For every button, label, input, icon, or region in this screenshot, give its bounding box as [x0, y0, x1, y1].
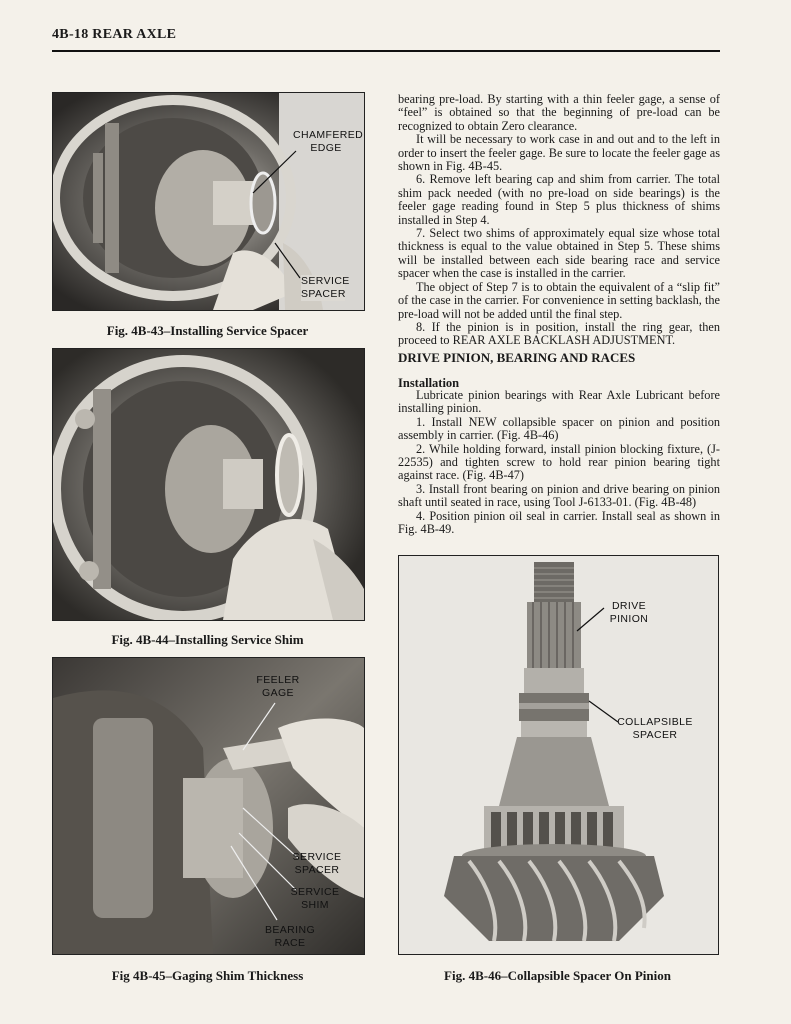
figure-4b-44-photo [52, 348, 365, 621]
subsection-title: Installation [398, 376, 460, 390]
paragraph: The object of Step 7 is to obtain the equivalent of a “slip fit” of the case in the carrier. For convenience in setting backlash, the pre-load will not be added until the final step. [398, 279, 720, 321]
paragraph: It will be necessary to work case in and out and to the left in order to insert the feeler gage. Be sure to locate the feeler gage as shown in Fig. 4B-45. [398, 132, 720, 174]
callout-drive-pinion: DRIVE PINION [609, 600, 649, 625]
paragraph: 6. Remove left bearing cap and shim from carrier. The total shim pack needed (with no pre-load on side bearings) is the feeler gage reading found in Step 5 plus thickness of shims installed in Step 4. [398, 172, 720, 227]
callout-service-spacer: SERVICE SPACER [301, 275, 350, 300]
figure-4b-46-image [399, 556, 718, 954]
paragraph: Lubricate pinion bearings with Rear Axle Lubricant before installing pinion. [398, 388, 720, 416]
figure-4b-43-photo [52, 92, 365, 311]
callout-service-spacer-45: SERVICE SPACER [292, 851, 342, 876]
figure-4b-45-caption: Fig 4B-45–Gaging Shim Thickness [111, 968, 304, 983]
paragraph: 4. Position pinion oil seal in carrier. Install seal as shown in Fig. 4B-49. [398, 508, 720, 537]
callout-feeler-gage: FEELER GAGE [256, 674, 300, 699]
text-install-block [398, 389, 720, 536]
paragraph: 7. Select two shims of approximately equal size whose total thickness is equal to the value obtained in Step 5. These shims will be installed between each side bearing race and service spacer when the case is installed in the carrier. [398, 226, 720, 281]
section-title: DRIVE PINION, BEARING AND RACES [398, 350, 636, 365]
callout-chamfered-edge: CHAMFERED EDGE [293, 129, 364, 154]
page-header: 4B-18 REAR AXLE [52, 27, 177, 42]
paragraph: 2. While holding forward, install pinion blocking fixture, (J-22535) and tighten screw to hold rear pinion bearing tight against race. (Fig. 4B-47) [398, 441, 720, 483]
figure-4b-44-caption: Fig. 4B-44–Installing Service Shim [111, 632, 304, 647]
figure-4b-46-caption: Fig. 4B-46–Collapsible Spacer On Pinion [444, 968, 671, 983]
paragraph: bearing pre-load. By starting with a thin feeler gage, a sense of “feel” is obtained so that the beginning of pre-load can be recognized to obtain Zero clearance. [398, 92, 720, 133]
header-rule [52, 50, 720, 52]
callout-collapsible-spacer: COLLAPSIBLE SPACER [617, 716, 693, 741]
text-top-block [398, 93, 720, 348]
figure-4b-45-photo [52, 657, 365, 955]
paragraph: 8. If the pinion is in position, install the ring gear, then proceed to REAR AXLE BACKLASH ADJUSTMENT. [398, 319, 720, 348]
callout-service-shim: SERVICE SHIM [290, 886, 340, 911]
paragraph: 3. Install front bearing on pinion and drive bearing on pinion shaft until seated in race, using Tool J-6133-01. (Fig. 4B-48) [398, 481, 720, 510]
figure-4b-46-photo [398, 555, 719, 955]
callout-bearing-race: BEARING RACE [264, 924, 316, 949]
paragraph: 1. Install NEW collapsible spacer on pinion and position assembly in carrier. (Fig. 4B-46) [398, 414, 720, 443]
figure-4b-44-image [53, 349, 364, 620]
figure-4b-43-caption: Fig. 4B-43–Installing Service Spacer [106, 323, 309, 338]
